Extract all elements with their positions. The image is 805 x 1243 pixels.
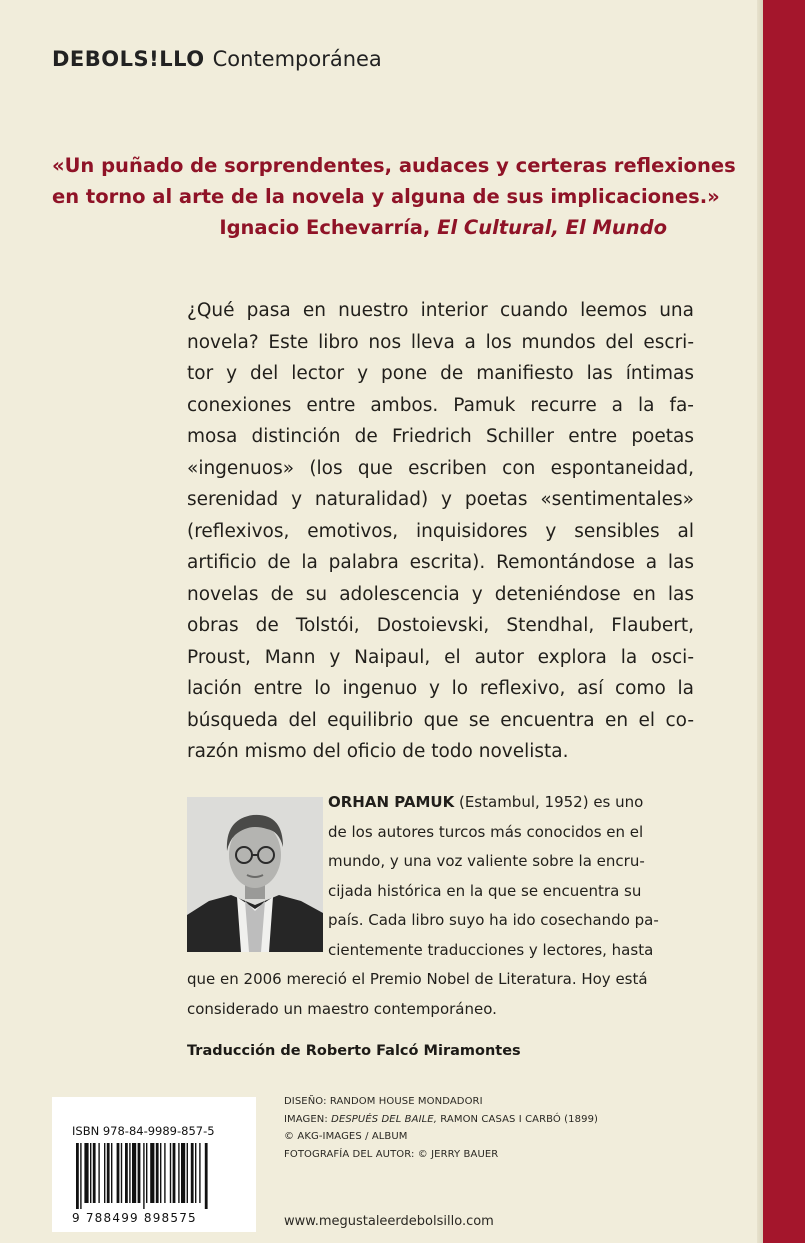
barcode-digits: 9 788499 898575	[72, 1211, 197, 1225]
publisher-name: DEBOLS!LLO	[52, 47, 205, 71]
description-line: novelas de su adolescencia y deteniéndose en las	[187, 583, 694, 605]
bio-line: considerado un maestro contemporáneo.	[187, 999, 497, 1018]
description-line: (reflexivos, emotivos, inquisidores y sensibles al	[187, 520, 694, 542]
barcode-panel	[52, 1097, 256, 1232]
publisher-website: www.megustaleerdebolsillo.com	[284, 1214, 494, 1229]
bio-line: de los autores turcos más conocidos en el	[328, 822, 644, 841]
bio-line: país. Cada libro suyo ha ido cosechando pa-	[328, 911, 659, 929]
bio-line: ORHAN PAMUK (Estambul, 1952) es uno	[328, 793, 644, 811]
description-line: novela? Este libro nos lleva a los mundos del escri-	[187, 331, 694, 353]
book-description	[187, 295, 694, 768]
description-line: Proust, Mann y Naipaul, el autor explora la osci-	[187, 646, 694, 668]
description-line: tor y del lector y pone de manifiesto las íntimas	[187, 363, 694, 384]
author-name: ORHAN PAMUK	[328, 793, 455, 811]
author-bio	[187, 788, 697, 1024]
quote-line: «Un puñado de sorprendentes, audaces y certeras reflexiones	[52, 154, 736, 177]
description-line: obras de Tolstói, Dostoievski, Stendhal, Flaubert,	[187, 615, 694, 636]
quote-author: Ignacio Echevarría,	[219, 216, 438, 239]
quote-line: en torno al arte de la novela y alguna de sus implicaciones.»	[52, 185, 720, 208]
image-rights: © AKG-IMAGES / ALBUM	[284, 1131, 408, 1142]
translator-credit: Traducción de Roberto Falcó Miramontes	[187, 1043, 521, 1059]
barcode-bars	[76, 1143, 242, 1209]
quote-attribution	[219, 216, 667, 239]
bio-line: mundo, y una voz valiente sobre la encru-	[328, 852, 645, 870]
description-line: razón mismo del oficio de todo novelista.	[187, 741, 569, 762]
bio-line: que en 2006 mereció el Premio Nobel de Literatura. Hoy está	[187, 970, 648, 988]
quote-source: El Cultural, El Mundo	[437, 216, 667, 239]
isbn-label: ISBN 978-84-9989-857-5	[72, 1124, 215, 1138]
bio-line: cientemente traducciones y lectores, hasta	[328, 940, 654, 959]
description-line: «ingenuos» (los que escriben con espontaneidad,	[187, 457, 694, 479]
description-line: mosa distinción de Friedrich Schiller entre poetas	[187, 426, 694, 447]
publisher-brand	[52, 47, 382, 71]
cover-credits	[284, 1093, 598, 1163]
description-line: conexiones entre ambos. Pamuk recurre a la fa-	[187, 394, 694, 416]
description-line: búsqueda del equilibrio que se encuentra en el co-	[187, 709, 694, 731]
image-credit: IMAGEN: DESPUÉS DEL BAILE, RAMON CASAS I CARBÓ (1899)	[284, 1113, 599, 1125]
bio-line: cijada histórica en la que se encuentra su	[328, 881, 642, 900]
author-photo-credit: FOTOGRAFÍA DEL AUTOR: © JERRY BAUER	[284, 1148, 499, 1160]
collection-name: Contemporánea	[212, 47, 382, 71]
review-quote	[52, 150, 736, 212]
design-credit: DISEÑO: RANDOM HOUSE MONDADORI	[284, 1096, 483, 1107]
spine	[763, 0, 805, 1243]
description-line: artificio de la palabra escrita). Remontándose a las	[187, 552, 694, 573]
description-line: serenidad y naturalidad) y poetas «sentimentales»	[187, 489, 694, 510]
description-line: ¿Qué pasa en nuestro interior cuando leemos una	[187, 300, 694, 321]
description-line: lación entre lo ingenuo y lo reflexivo, así como la	[187, 678, 694, 699]
